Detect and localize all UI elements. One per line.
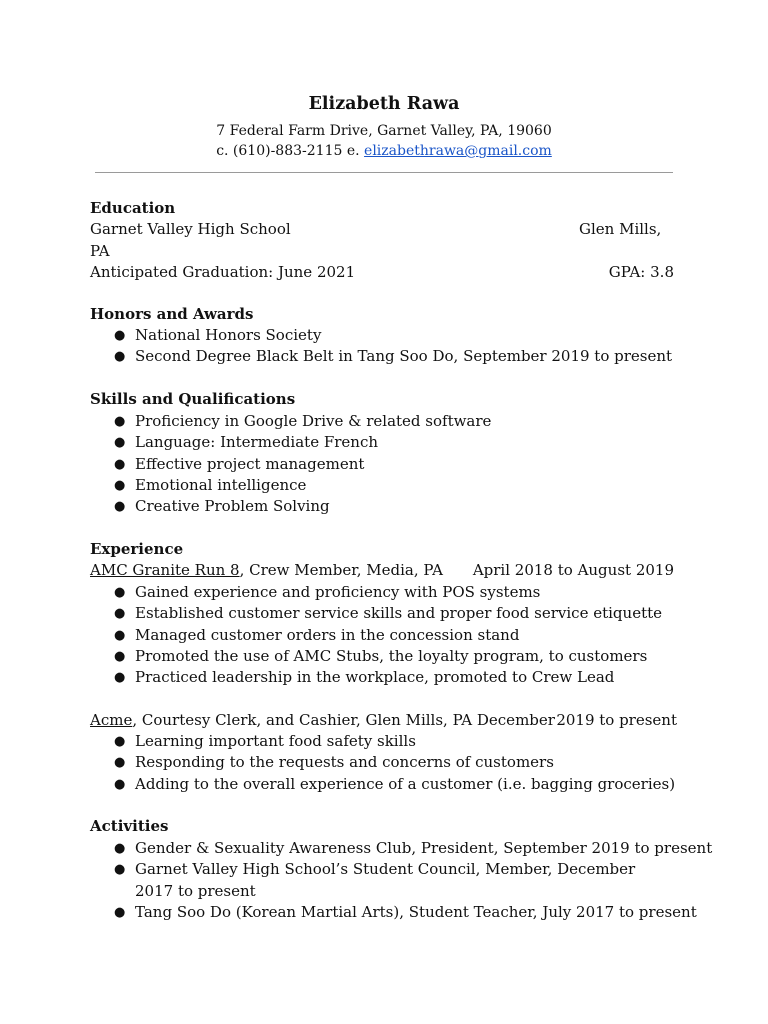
email-prefix: e. <box>346 143 360 159</box>
job1-dates: April 2018 to August 2019 <box>472 561 674 579</box>
bullet-icon: ● <box>114 414 126 429</box>
bullet-icon: ● <box>114 755 126 771</box>
job1-title-line <box>90 560 443 581</box>
contact-line <box>0 141 768 161</box>
list-item: ● Effective project management <box>90 454 491 475</box>
job2-details: , Courtesy Clerk, and Cashier, Glen Mills, PA December <box>132 711 555 729</box>
skills-heading: Skills and Qualifications <box>90 390 296 408</box>
list-item: ● Gained experience and proficiency with POS systems <box>90 582 662 603</box>
bullet-icon: ● <box>114 648 126 664</box>
job2-employer: Acme <box>90 711 133 729</box>
phone-number: c. (610)-883-2115 <box>216 143 343 159</box>
bullet-icon: ● <box>114 734 126 749</box>
bullet-icon: ● <box>114 585 126 600</box>
bullet-icon: ● <box>114 670 126 686</box>
job1-duties-list <box>90 582 662 688</box>
job2-dates: 2019 to present <box>556 711 677 729</box>
address-line: 7 Federal Farm Drive, Garnet Valley, PA, 19060 <box>216 123 552 139</box>
school-location: Glen Mills, <box>579 220 662 238</box>
list-item: ● Managed customer orders in the concession stand <box>90 625 662 646</box>
bullet-icon: ● <box>114 904 126 920</box>
list-item: ● Emotional intelligence <box>90 475 491 496</box>
list-item: ● Learning important food safety skills <box>90 731 675 752</box>
bullet-icon: ● <box>114 627 126 643</box>
graduation-date: Anticipated Graduation: June 2021 <box>90 263 356 281</box>
skills-list <box>90 411 491 517</box>
bullet-icon: ● <box>114 328 126 343</box>
list-item: ● Promoted the use of AMC Stubs, the loyalty program, to customers <box>90 646 662 667</box>
bullet-icon: ● <box>114 499 126 515</box>
honors-list <box>90 325 672 368</box>
list-item: ● Language: Intermediate French <box>90 432 491 453</box>
education-heading: Education <box>90 199 176 217</box>
list-item: ● Established customer service skills and proper food service etiquette <box>90 603 662 624</box>
experience-heading: Experience <box>90 540 184 558</box>
list-item: ● Practiced leadership in the workplace, promoted to Crew Lead <box>90 667 662 688</box>
list-item: ● Tang Soo Do (Korean Martial Arts), Student Teacher, July 2017 to present <box>90 902 712 923</box>
gpa: GPA: 3.8 <box>608 263 674 281</box>
activities-heading: Activities <box>90 817 169 835</box>
activities-list <box>90 838 712 923</box>
list-item: ● Second Degree Black Belt in Tang Soo Do, September 2019 to present <box>90 346 672 367</box>
job1-details: , Crew Member, Media, PA <box>239 561 443 579</box>
bullet-icon: ● <box>114 477 126 493</box>
list-item: ● Creative Problem Solving <box>90 496 491 517</box>
bullet-icon: ● <box>114 435 126 451</box>
header-divider <box>95 172 673 173</box>
list-item: ● Responding to the requests and concerns of customers <box>90 752 675 773</box>
list-item: ● Proficiency in Google Drive & related software <box>90 411 491 432</box>
bullet-icon: ● <box>114 606 126 622</box>
bullet-icon: ● <box>114 841 126 856</box>
bullet-icon: ● <box>114 776 126 792</box>
bullet-icon: ● <box>114 862 126 878</box>
list-item: ● Adding to the overall experience of a customer (i.e. bagging groceries) <box>90 774 675 795</box>
honors-heading: Honors and Awards <box>90 305 254 323</box>
email-link[interactable]: elizabethrawa@gmail.com <box>364 143 552 159</box>
job2-duties-list <box>90 731 675 795</box>
job1-employer: AMC Granite Run 8 <box>90 561 240 579</box>
resume-name: Elizabeth Rawa <box>308 94 460 114</box>
bullet-icon: ● <box>114 456 126 472</box>
school-location-state: PA <box>90 242 110 260</box>
list-item: ● Gender & Sexuality Awareness Club, President, September 2019 to present <box>90 838 712 859</box>
job2-title-line <box>90 710 555 731</box>
list-item: ● National Honors Society <box>90 325 672 346</box>
school-name: Garnet Valley High School <box>90 220 291 238</box>
list-item: ● Garnet Valley High School’s Student Council, Member, December 2017 to present <box>114 860 636 900</box>
bullet-icon: ● <box>114 349 126 365</box>
